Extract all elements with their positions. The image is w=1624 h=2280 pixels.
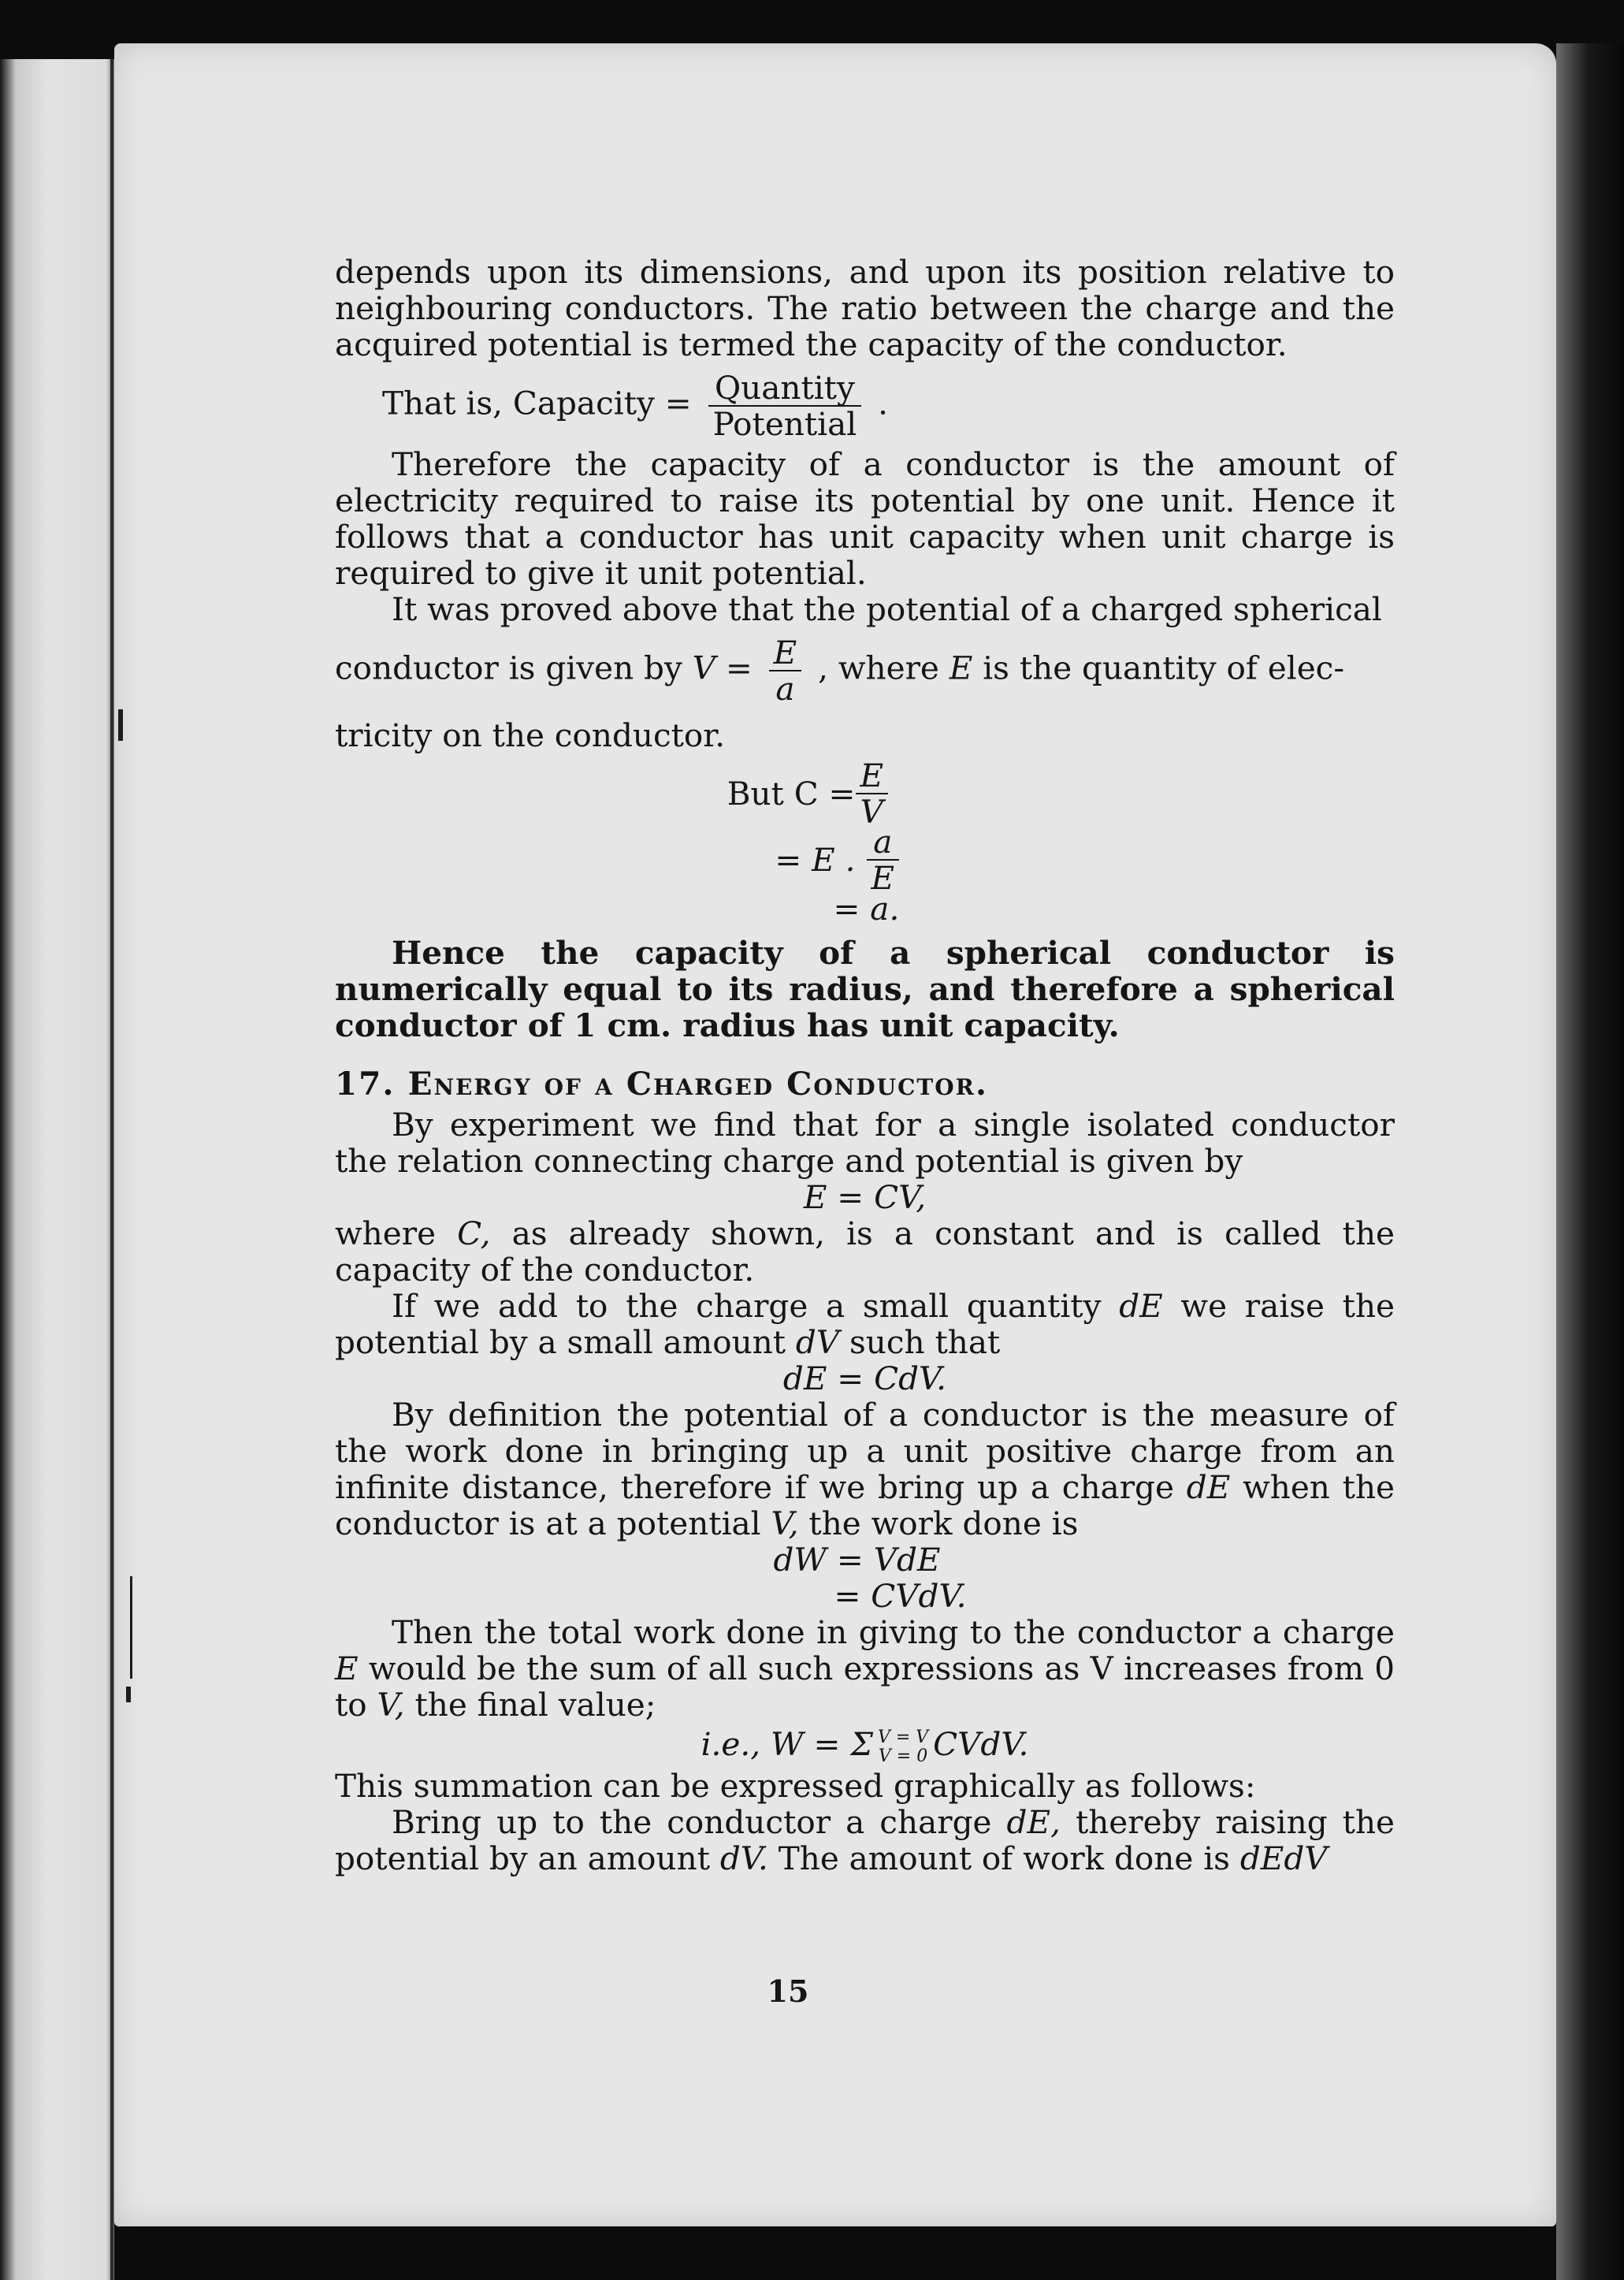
paragraph bbox=[335, 1288, 1395, 1360]
equation-capacity bbox=[382, 370, 1395, 441]
text-run: such that bbox=[849, 1323, 1001, 1361]
margin-mark bbox=[130, 1576, 132, 1679]
paragraph: depends upon its dimensions, and upon its position relative to neighbouring conductors. The ratio between the charge and the acquired potential is termed the capacity of the conductor. bbox=[335, 253, 1395, 363]
math-run: dE, bbox=[1006, 1802, 1061, 1841]
page-number: 15 bbox=[767, 1973, 809, 2009]
text-run: If we add to the charge a small quantity bbox=[392, 1287, 1102, 1325]
fraction-numerator: Quantity bbox=[708, 370, 862, 407]
equation-line: dE = CdV. bbox=[782, 1359, 947, 1397]
text-run: Then the total work done in giving to the conductor a charge bbox=[392, 1613, 1395, 1651]
math-run: V, bbox=[377, 1686, 405, 1724]
text-run: we raise the potential by a small amount bbox=[335, 1287, 1395, 1361]
text-run: would be the sum of all such expressions as V increases from 0 to bbox=[335, 1650, 1395, 1724]
text-run: thereby raising the potential by an amount bbox=[335, 1802, 1395, 1877]
math-run: dE bbox=[1119, 1287, 1163, 1325]
math-run: CVdV. bbox=[933, 1725, 1029, 1763]
page-text bbox=[335, 254, 1395, 1876]
text-run: the work done is bbox=[808, 1505, 1079, 1542]
text-run: is the quantity of elec- bbox=[983, 649, 1345, 687]
equation-line: = a. bbox=[833, 890, 900, 928]
math-run: dEdV bbox=[1239, 1839, 1328, 1877]
fraction-numerator: E bbox=[856, 758, 889, 794]
fraction bbox=[856, 758, 889, 829]
upper-limit: V = V bbox=[877, 1727, 929, 1747]
math-run: E bbox=[949, 649, 973, 687]
fraction-denominator: E bbox=[871, 859, 895, 897]
text-run: By definition the potential of a conductor is the measure of the work done in bringing up a unit positive charge from an infinite distance, therefore if we bring up a charge bbox=[335, 1396, 1395, 1506]
fraction-denominator: V bbox=[860, 793, 883, 831]
math-run: V, bbox=[771, 1505, 799, 1542]
text-run: Bring up to the conductor a charge bbox=[392, 1802, 992, 1841]
paragraph bbox=[335, 1397, 1395, 1542]
fraction-numerator: a bbox=[867, 824, 900, 861]
equation-summation bbox=[335, 1726, 1395, 1766]
limits bbox=[878, 1728, 928, 1766]
math-run: dE bbox=[1186, 1468, 1231, 1506]
equation-block bbox=[335, 758, 1395, 927]
math-run: V = bbox=[692, 649, 753, 687]
equation-row bbox=[335, 757, 1395, 831]
equation-lhs: That is, Capacity = bbox=[382, 384, 692, 422]
section-title: Energy of a Charged Conductor. bbox=[407, 1065, 988, 1103]
math-run: E bbox=[335, 1650, 359, 1687]
paragraph bbox=[335, 1215, 1395, 1288]
math-run: dV bbox=[795, 1323, 840, 1361]
paragraph: Hence the capacity of a spherical conductor is numerically equal to its radius, and therefore a spherical conductor of 1 cm. radius has unit capacity. bbox=[335, 934, 1395, 1044]
paragraph: Therefore the capacity of a conductor is the amount of electricity required to raise its potential by one unit. Hence it follows that a conductor has unit capacity when unit charge is required to give it unit potential. bbox=[335, 445, 1395, 592]
lower-limit: V = 0 bbox=[878, 1746, 928, 1766]
paragraph: It was proved above that the potential of a charged spherical bbox=[392, 590, 1382, 628]
section-heading bbox=[335, 1066, 1395, 1102]
page-edge-shadow bbox=[1556, 43, 1624, 2280]
equation-line: = CVdV. bbox=[834, 1577, 967, 1615]
equation-row bbox=[335, 891, 1395, 927]
text-run: as already shown, is a constant and is called the capacity of the conductor. bbox=[335, 1214, 1395, 1289]
fraction bbox=[867, 824, 900, 895]
paragraph: This summation can be expressed graphically as follows: bbox=[335, 1766, 1256, 1805]
paragraph: By experiment we find that for a single isolated conductor the relation connecting charge and potential is given by bbox=[335, 1106, 1395, 1180]
math-run: C, bbox=[457, 1214, 491, 1252]
equation-line: E = CV, bbox=[803, 1178, 927, 1216]
margin-mark bbox=[118, 709, 123, 741]
text-run: where bbox=[335, 1214, 437, 1252]
equation-end: . bbox=[878, 384, 888, 422]
equation-lhs: But C = bbox=[727, 775, 856, 813]
math-run: i.e., W = Σ bbox=[701, 1725, 873, 1763]
fraction bbox=[769, 635, 802, 706]
summation-limits bbox=[873, 1726, 933, 1766]
math-run: dV. bbox=[719, 1839, 768, 1877]
equation-potential bbox=[335, 635, 1395, 706]
gutter-line bbox=[110, 59, 113, 2280]
fraction-denominator: a bbox=[775, 670, 795, 708]
section-number: 17. bbox=[335, 1065, 396, 1103]
paragraph bbox=[335, 1614, 1395, 1723]
text-run: , where bbox=[818, 649, 939, 687]
equation-lhs: = E . bbox=[775, 841, 856, 879]
margin-mark bbox=[126, 1687, 131, 1702]
text-run: the final value; bbox=[414, 1686, 656, 1724]
text-run: The amount of work done is bbox=[778, 1839, 1230, 1877]
fraction-numerator: E bbox=[769, 635, 802, 671]
equation-row bbox=[335, 823, 1395, 897]
left-page-strip bbox=[0, 59, 114, 2280]
fraction bbox=[708, 370, 862, 441]
paragraph: tricity on the conductor. bbox=[335, 716, 726, 754]
text-run: when the conductor is at a potential bbox=[335, 1468, 1395, 1542]
text-run: conductor is given by bbox=[335, 649, 682, 687]
fraction-denominator: Potential bbox=[712, 405, 857, 443]
equation-line: dW = VdE bbox=[773, 1541, 941, 1579]
paragraph bbox=[335, 1804, 1395, 1876]
